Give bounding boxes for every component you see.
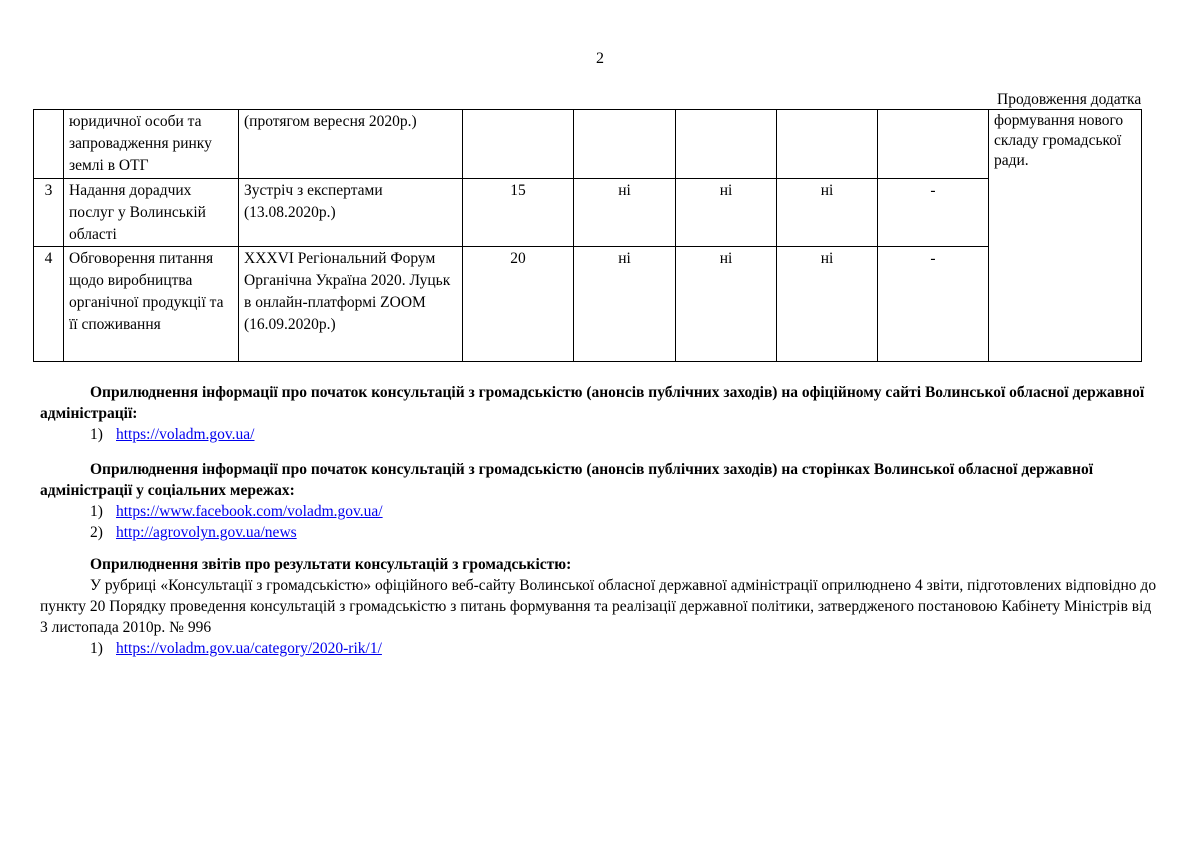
column-7-cell: ні (777, 247, 878, 362)
consultations-table (33, 109, 1142, 362)
link-list (40, 501, 1160, 543)
page-number: 2 (596, 50, 604, 67)
row-number: 3 (34, 179, 64, 247)
column-6-cell: ні (676, 179, 777, 247)
reports-section (40, 554, 1160, 659)
topic-cell: юридичної особи та запровадження ринку землі в ОТГ (64, 110, 239, 179)
column-8-cell (878, 110, 989, 179)
list-item (40, 501, 1160, 522)
website-link[interactable]: https://voladm.gov.ua/ (116, 426, 255, 443)
website-announcements-section (40, 382, 1160, 445)
column-6-cell (676, 110, 777, 179)
column-8-cell: - (878, 247, 989, 362)
column-8-cell: - (878, 179, 989, 247)
participants-cell: 15 (463, 179, 574, 247)
column-5-cell (574, 110, 676, 179)
event-cell: Зустріч з експертами (13.08.2020р.) (239, 179, 463, 247)
list-number: 1) (90, 426, 103, 443)
list-item (40, 638, 1160, 659)
list-item (40, 522, 1160, 543)
participants-cell: 20 (463, 247, 574, 362)
section-body: У рубриці «Консультації з громадськістю» офіційного веб-сайту Волинської обласної державної адміністрації оприлюднено 4 звіти, підготовлених відповідно до пункту 20 Порядку проведення консультацій з громадськістю з питань формування та реалізації державної політики, затвердженого постановою Кабінету Міністрів від 3 листопада 2010р. № 996 (40, 577, 1157, 636)
table-row (34, 110, 1142, 179)
column-7-cell (777, 110, 878, 179)
column-5-cell: ні (574, 179, 676, 247)
social-media-announcements-section (40, 459, 1160, 543)
section-heading: Оприлюднення звітів про результати консультацій з громадськістю: (90, 556, 572, 573)
continuation-label: Продовження додатка (997, 91, 1142, 108)
list-item (40, 424, 1160, 445)
column-7-cell: ні (777, 179, 878, 247)
column-6-cell: ні (676, 247, 777, 362)
topic-cell: Обговорення питання щодо виробництва органічної продукції та її споживання (64, 247, 239, 362)
section-heading: Оприлюднення інформації про початок консультацій з громадськістю (анонсів публічних заходів) на офіційному сайті Волинської обласної державної адміністрації: (40, 384, 1145, 422)
table-row (34, 247, 1142, 362)
table-row (34, 179, 1142, 247)
row-number (34, 110, 64, 179)
event-cell: (протягом вересня 2020р.) (239, 110, 463, 179)
row-number: 4 (34, 247, 64, 362)
link-list (40, 424, 1160, 445)
list-number: 1) (90, 503, 103, 520)
topic-cell: Надання дорадчих послуг у Волинській області (64, 179, 239, 247)
event-cell: XXXVI Регіональний Форум Органічна Україна 2020. Луцьк в онлайн-платформі ZOOM (16.09.2020р.) (239, 247, 463, 362)
link-list (40, 638, 1160, 659)
section-heading: Оприлюднення інформації про початок консультацій з громадськістю (анонсів публічних заходів) на сторінках Волинської обласної державної адміністрації у соціальних мережах: (40, 461, 1094, 499)
list-number: 2) (90, 524, 103, 541)
last-column-cell: формування нового складу громадської ради. (989, 110, 1142, 362)
agrovolyn-news-link[interactable]: http://agrovolyn.gov.ua/news (116, 524, 297, 541)
reports-link[interactable]: https://voladm.gov.ua/category/2020-rik/1/ (116, 640, 382, 657)
list-number: 1) (90, 640, 103, 657)
column-5-cell: ні (574, 247, 676, 362)
participants-cell (463, 110, 574, 179)
facebook-link[interactable]: https://www.facebook.com/voladm.gov.ua/ (116, 503, 383, 520)
